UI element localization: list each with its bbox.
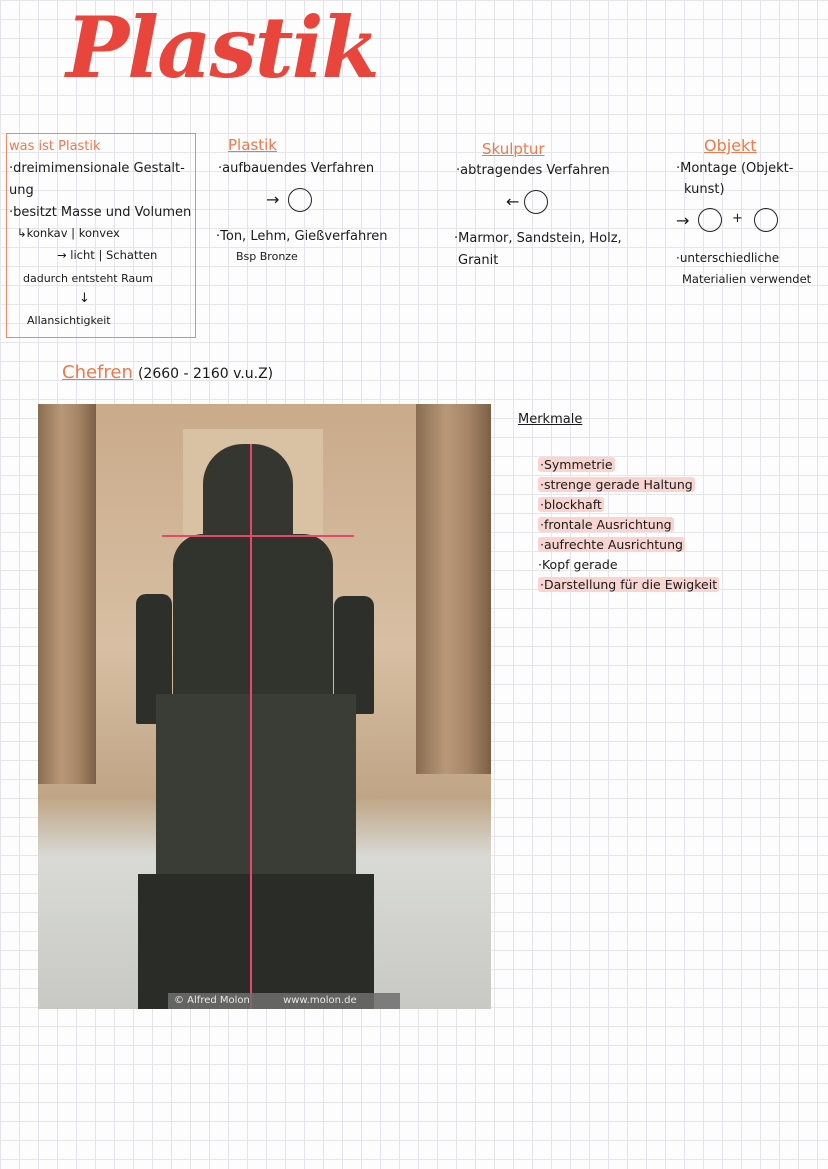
photo-caption [168,993,400,1009]
section-title: Chefren [62,362,133,383]
skulptur-line: ·Marmor, Sandstein, Holz, [454,231,622,246]
objekt-line: kunst) [684,182,725,197]
arrow-left-icon: ← [506,192,520,211]
list-item: ·strenge gerade Haltung [540,477,693,492]
definition-line: ↳konkav | konvex [17,226,120,240]
page-title: Plastik [66,0,378,97]
list-item: ·Kopf gerade [538,557,618,572]
arrow-right-icon: → [266,190,280,209]
statue-torso [173,534,333,704]
plastik-heading: Plastik [228,136,277,154]
caption-credit: © Alfred Molon [174,995,250,1006]
section-dates: (2660 - 2160 v.u.Z) [137,366,274,382]
list-item: ·blockhaft [540,497,602,512]
statue-throne [156,694,356,884]
circle-icon [524,190,548,214]
pillar [416,404,491,774]
arrow-right-icon: → [676,211,690,230]
pillar [38,404,96,784]
plastik-line: Bsp Bronze [236,250,298,263]
statue-base [138,874,374,1009]
plus-icon: + [732,211,743,226]
list-item: ·Darstellung für die Ewigkeit [540,577,718,592]
definition-line: → licht | Schatten [57,248,158,262]
section-heading [62,362,273,384]
definition-line: dadurch entsteht Raum [23,272,153,285]
symmetry-line-vertical [250,444,252,1009]
objekt-line: Materialien verwendet [682,272,812,286]
definition-line: ·besitzt Masse und Volumen [9,205,192,220]
definition-arrow: ↓ [79,291,90,306]
skulptur-heading: Skulptur [482,140,545,158]
circle-icon [698,208,722,232]
skulptur-line: Granit [458,253,499,268]
objekt-line: ·unterschiedliche [676,251,780,265]
symmetry-line-horizontal [162,535,354,537]
circle-icon [288,188,312,212]
plastik-line: ·aufbauendes Verfahren [218,161,375,176]
objekt-heading: Objekt [704,136,757,155]
list-item: ·frontale Ausrichtung [540,517,672,532]
merkmale-heading: Merkmale [518,412,583,427]
list-item: ·aufrechte Ausrichtung [540,537,683,552]
definition-line: ung [9,183,34,198]
definition-line: Allansichtigkeit [27,314,111,327]
plastik-line: ·Ton, Lehm, Gießverfahren [216,229,388,244]
objekt-line: ·Montage (Objekt- [676,161,794,176]
list-item: ·Symmetrie [540,457,613,472]
skulptur-line: ·abtragendes Verfahren [456,163,610,178]
circle-icon [754,208,778,232]
caption-url: www.molon.de [283,995,357,1006]
definition-line: ·dreimimensionale Gestalt- [9,161,185,176]
definition-box [6,133,196,338]
statue-photo [38,404,491,1009]
definition-heading: was ist Plastik [9,139,101,154]
merkmale-list [538,455,719,595]
